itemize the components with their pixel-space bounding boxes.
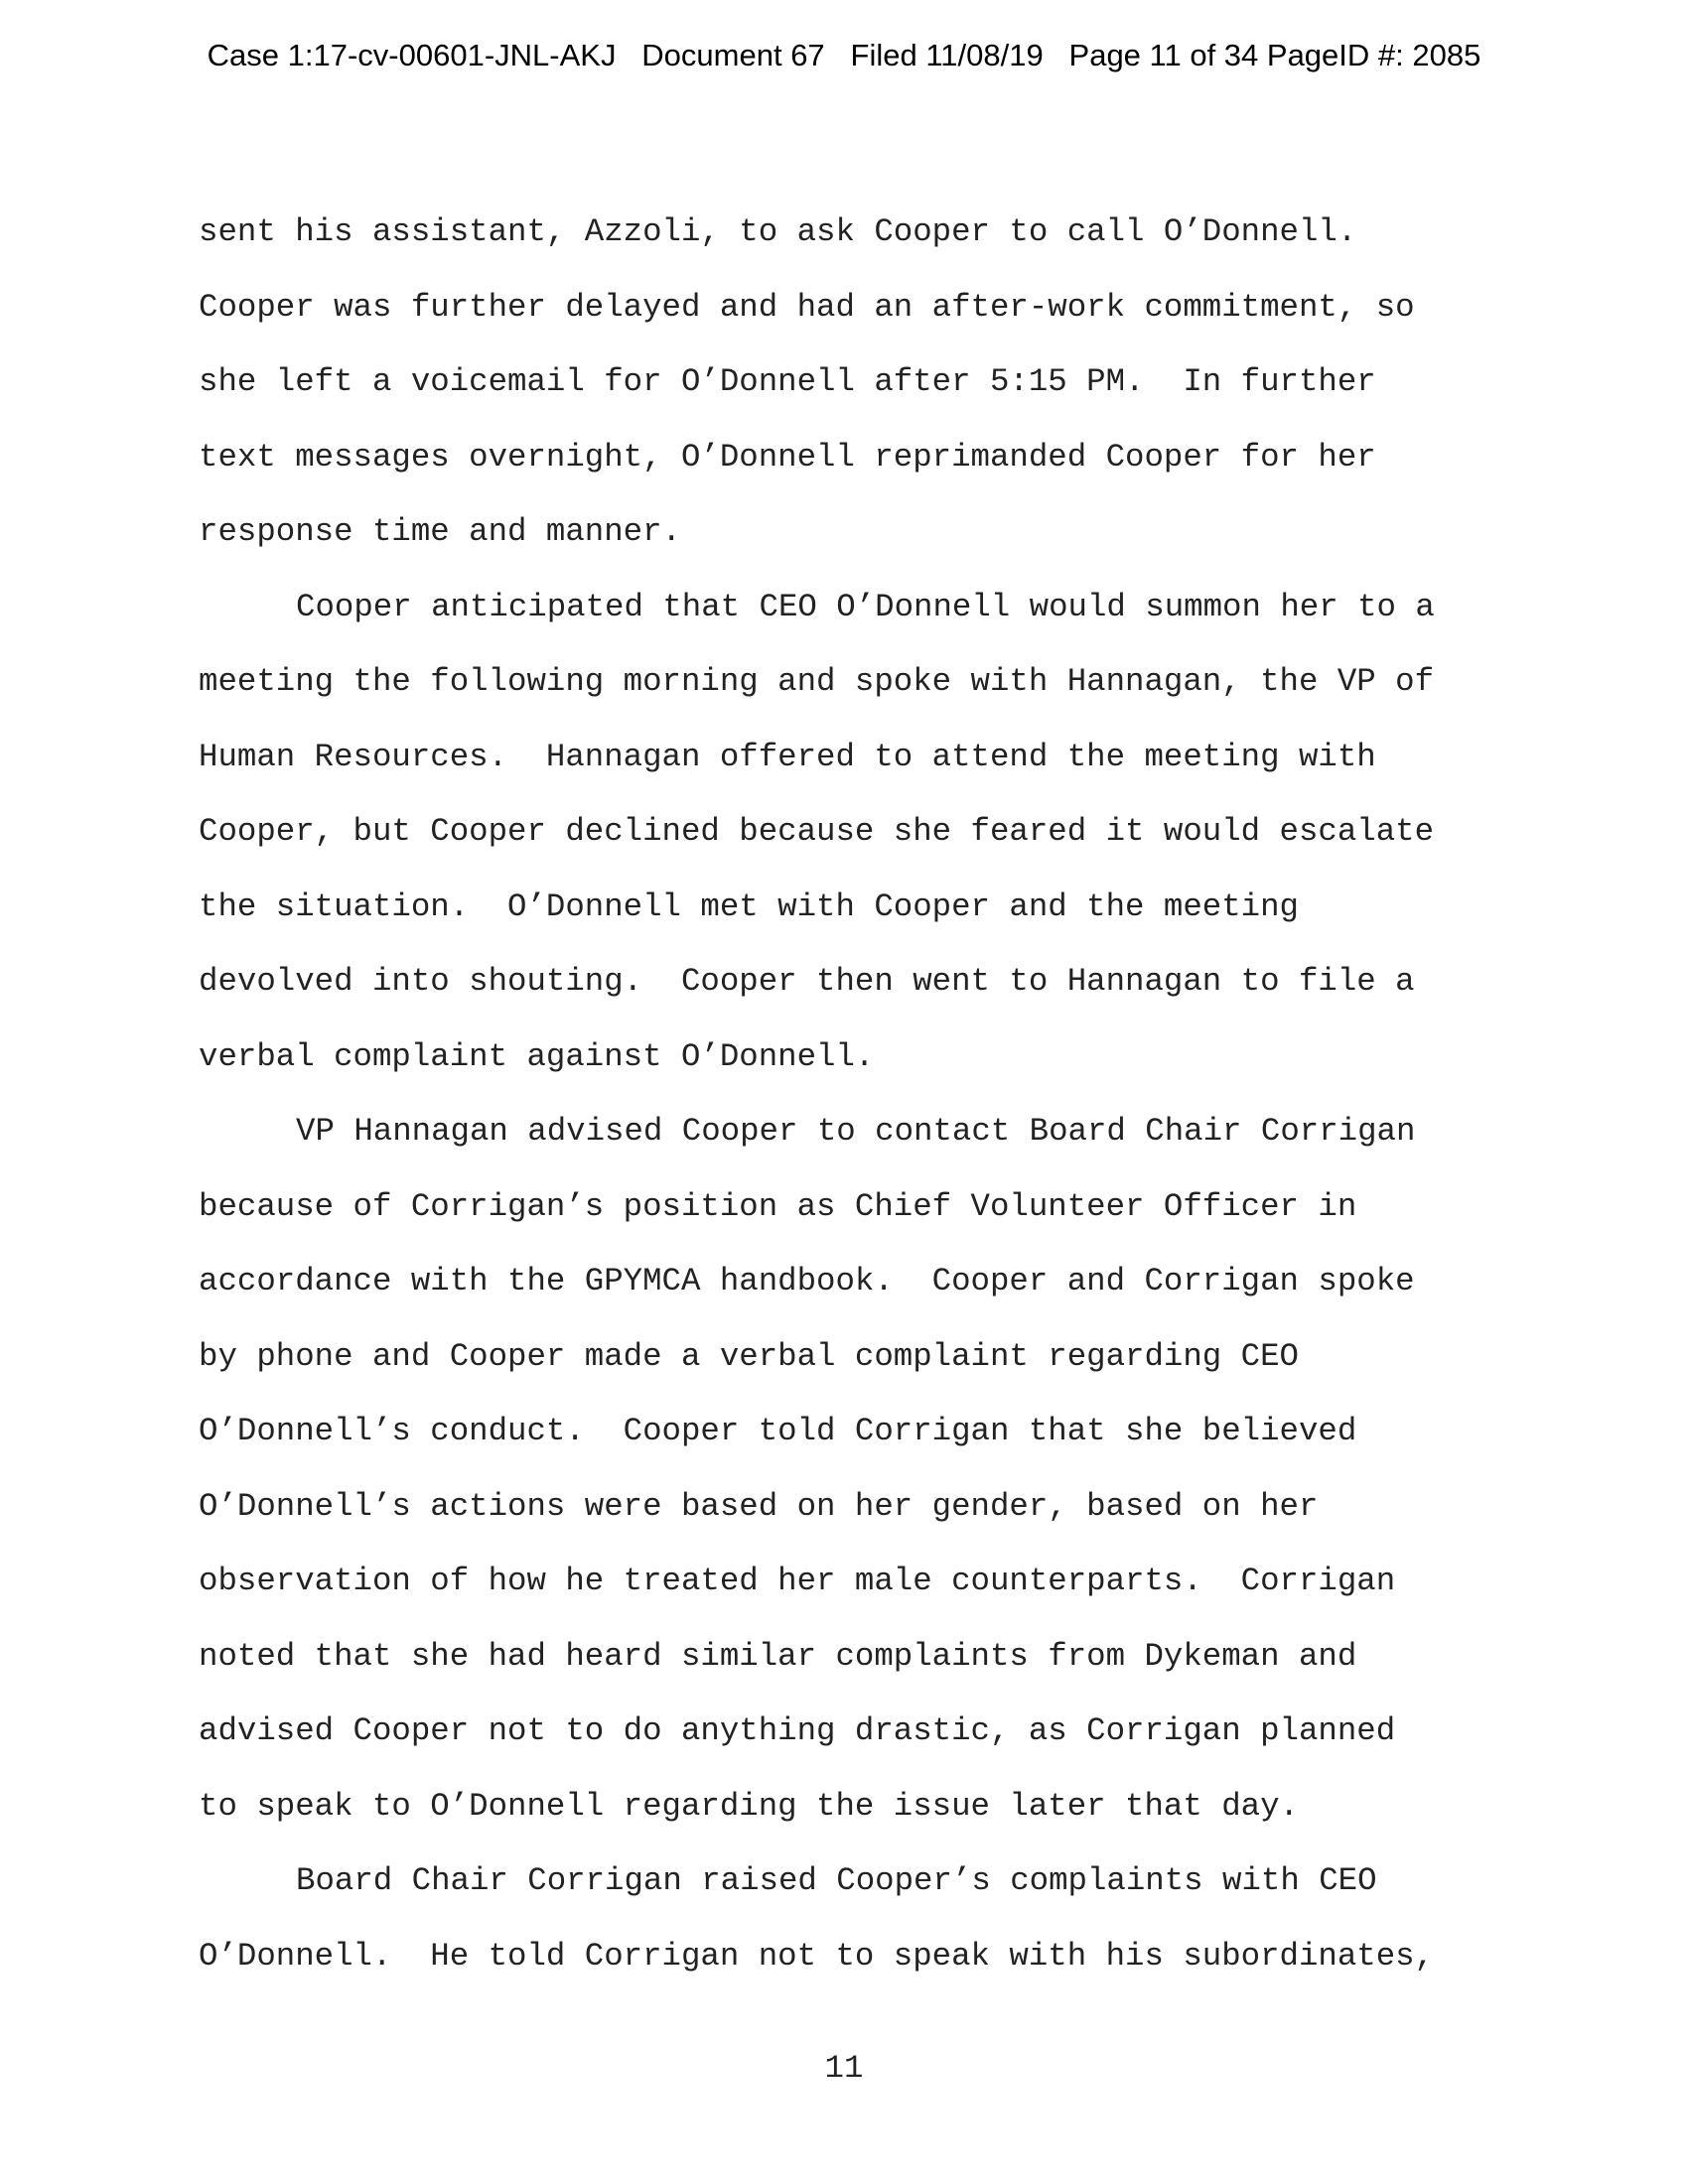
body-line: Human Resources. Hannagan offered to attend the meeting with [199, 738, 1376, 775]
paragraph-first-line: Cooper anticipated that CEO O’Donnell would summon her to a [296, 588, 1435, 625]
body-line: noted that she had heard similar complaints from Dykeman and [199, 1637, 1357, 1675]
body-line: to speak to O’Donnell regarding the issue later that day. [199, 1787, 1299, 1825]
body-line: devolved into shouting. Cooper then went to Hannagan to file a [199, 963, 1415, 1000]
body-line: because of Corrigan’s position as Chief Volunteer Officer in [199, 1187, 1357, 1225]
body-line: Cooper, but Cooper declined because she feared it would escalate [199, 813, 1435, 850]
body-line: advised Cooper not to do anything drastic, as Corrigan planned [199, 1712, 1396, 1749]
body-line: text messages overnight, O’Donnell reprimanded Cooper for her [199, 438, 1376, 476]
body-line: O’Donnell’s conduct. Cooper told Corrigan that she believed [199, 1413, 1357, 1449]
document-body [199, 195, 1489, 1993]
body-line: the situation. O’Donnell met with Cooper and the meeting [199, 887, 1299, 925]
paragraph-first-line: Board Chair Corrigan raised Cooper’s complaints with CEO [296, 1862, 1377, 1899]
paragraph-first-line: VP Hannagan advised Cooper to contact Board Chair Corrigan [296, 1113, 1416, 1150]
body-line: accordance with the GPYMCA handbook. Cooper and Corrigan spoke [199, 1263, 1415, 1299]
body-line: by phone and Cooper made a verbal complaint regarding CEO [199, 1337, 1299, 1375]
body-line: she left a voicemail for O’Donnell after 5:15 PM. In further [199, 363, 1376, 400]
body-line: observation of how he treated her male counterparts. Corrigan [199, 1563, 1396, 1599]
body-line: O’Donnell. He told Corrigan not to speak with his subordinates, [199, 1937, 1435, 1975]
body-line: verbal complaint against O’Donnell. [199, 1037, 875, 1075]
court-filing-header: Case 1:17-cv-00601-JNL-AKJ Document 67 Filed 11/08/19 Page 11 of 34 PageID #: 2085 [207, 38, 1481, 72]
body-line: meeting the following morning and spoke with Hannagan, the VP of [199, 663, 1435, 700]
page-number: 11 [824, 2050, 864, 2087]
body-line: O’Donnell’s actions were based on her gender, based on her [199, 1487, 1319, 1525]
body-line: response time and manner. [199, 513, 681, 550]
body-line: Cooper was further delayed and had an after-work commitment, so [199, 288, 1415, 326]
body-line: sent his assistant, Azzoli, to ask Cooper to call O’Donnell. [199, 213, 1357, 250]
